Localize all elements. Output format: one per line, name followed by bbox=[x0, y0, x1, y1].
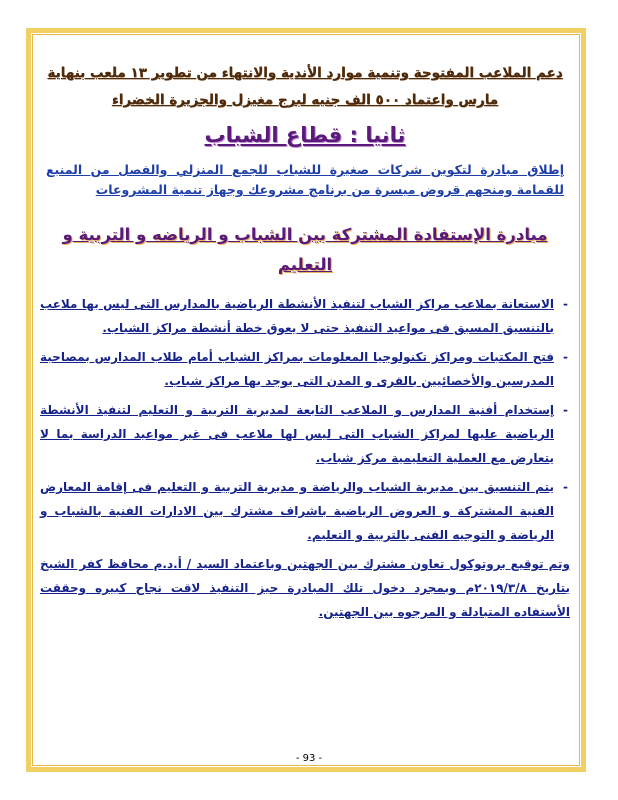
list-item bbox=[40, 292, 570, 340]
bullet-marker: - bbox=[563, 297, 568, 311]
initiative-heading: مبادرة الإستفادة المشتركة بين الشباب و الرياضه و التربية و التعليم bbox=[62, 225, 548, 274]
youth-initiative-paragraph: إطلاق مبادرة لتكوين شركات صغيرة للشباب للجمع المنزلي والفصل من المنبع للقمامة ومنحهم قروض ميسرة من برنامج مشروعك وجهاز تنمية المشروعات bbox=[46, 162, 564, 197]
closing-paragraph: وتم توقيع بروتوكول تعاون مشترك بين الجهتين وباعتماد السيد / أ.د.م محافظ كفر الشيخ بتاريخ ٢٠١٩/٣/٨م وبمجرد دخول تلك المبادرة حيز التنفيذ لاقت نجاح كبيره وحققت الأستفاده المتبادلة و المرجوه بين الجهتين. bbox=[40, 557, 570, 619]
list-item-text: الاستعانة بملاعب مراكز الشباب لتنفيذ الأنشطة الرياضية بالمدارس التى ليس بها ملاعب بالتنسيق المسبق فى مواعيد التنفيذ حتى لا يعوق خطة أنشطة مراكز الشباب. bbox=[40, 297, 554, 335]
list-item bbox=[40, 345, 570, 393]
list-item-text: يتم التنسيق بين مديرية الشباب والرياضة و مديرية التربية و التعليم فى إقامة المعارض الفنية المشتركة و العروض الرياضية باشراف مشترك بين الادارات الفنية بالشباب و الرياضة و التوجيه الفنى بالتربية و التعليم. bbox=[40, 480, 554, 542]
bullet-marker: - bbox=[563, 403, 568, 417]
initiative-list bbox=[40, 292, 570, 547]
list-item bbox=[40, 398, 570, 470]
bullet-marker: - bbox=[563, 480, 568, 494]
document-page bbox=[40, 60, 570, 624]
list-item-text: فتح المكتبات ومراكز تكنولوجيا المعلومات بمراكز الشباب أمام طلاب المدارس بمصاحبة المدرسين والأخصائيين بالقرى و المدن التى يوجد بها مراكز شباب. bbox=[40, 350, 554, 388]
page-number: - 93 - bbox=[295, 753, 323, 764]
list-item-text: إستخدام أفنية المدارس و الملاعب التابعة لمديرية التربية و التعليم لتنفيذ الأنشطة الرياضية عليها لمراكز الشباب التى ليس لها ملاعب فى غير مواعيد الدراسة بما لا يتعارض مع العملية التعليمية مركز شباب. bbox=[40, 403, 554, 465]
list-item bbox=[40, 475, 570, 547]
section-title: ثانيا : قطاع الشباب bbox=[204, 123, 406, 147]
intro-paragraph: دعم الملاعب المفتوحة وتنمية موارد الأندية والانتهاء من تطوير ١٣ ملعب بنهاية مارس واعتماد ٥٠٠ الف جنيه لبرج مغيزل والجزيرة الخضراء bbox=[47, 65, 563, 108]
bullet-marker: - bbox=[563, 350, 568, 364]
